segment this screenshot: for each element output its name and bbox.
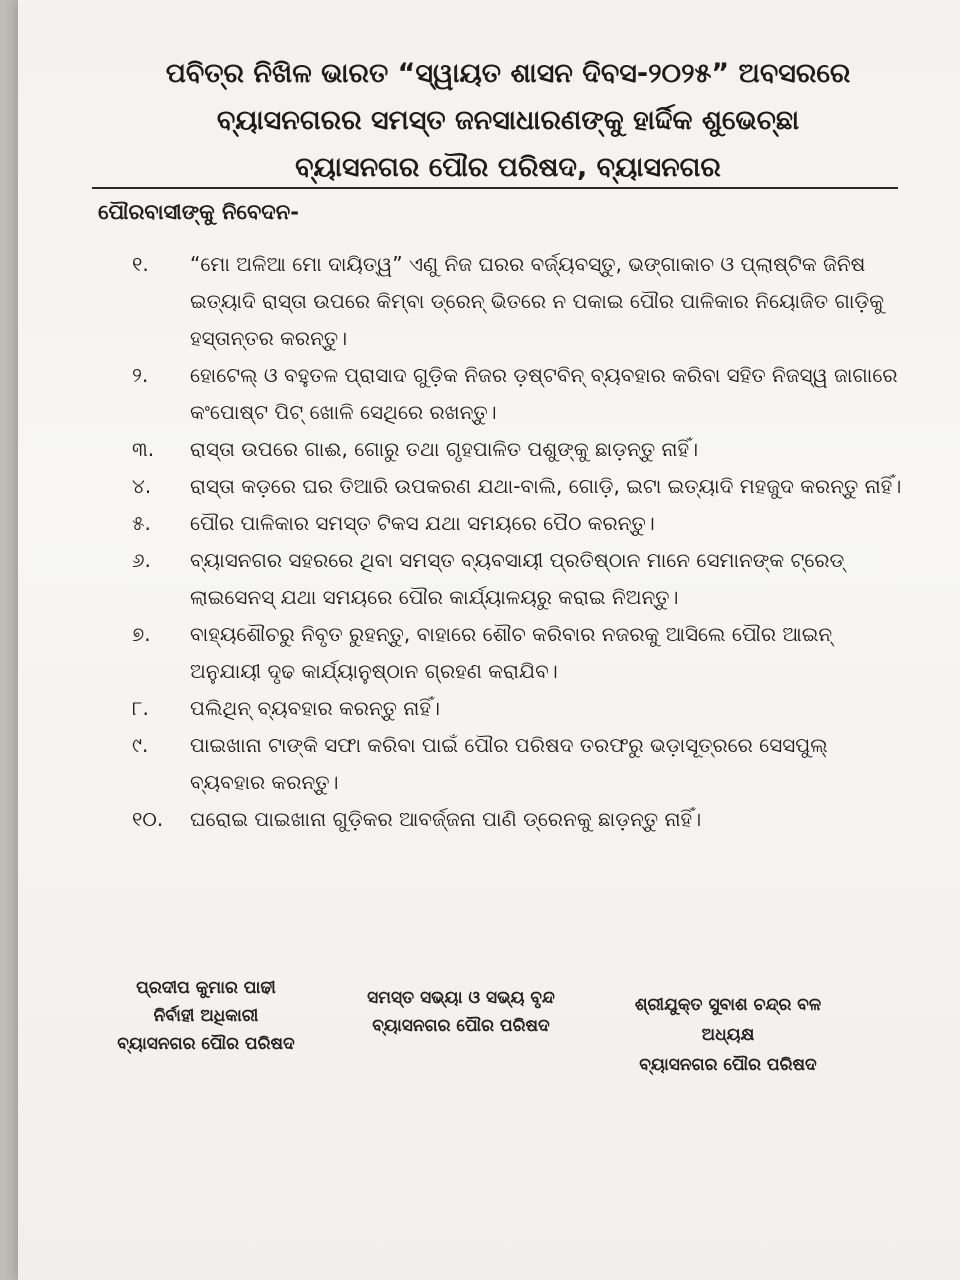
header-line-3: ବ୍ୟାସନଗର ପୌର ପରିଷଦ, ବ୍ୟାସନଗର <box>295 152 721 183</box>
signatory-title: ନିର୍ବାହୀ ଅଧିକାରୀ <box>153 1006 259 1026</box>
item-text: ବ୍ୟାସନଗର ସହରରେ ଥିବା ସମସ୍ତ ବ୍ୟବସାୟୀ ପ୍ରତିଷ୍ଠାନ ମାନେ ସେମାନଙ୍କ ଟ୍ରେଡ୍ ଲାଇସେନସ୍ ଯଥା ସମୟରେ ପୌର କାର୍ଯ୍ୟାଳୟରୁ କରାଇ ନିଅନ୍ତୁ। <box>190 548 845 609</box>
item-number: ୩. <box>132 437 155 461</box>
item-text: ରାସ୍ତା କଡ଼ରେ ଘର ତିଆରି ଉପକରଣ ଯଥା-ବାଲି, ଗୋଡ଼ି, ଇଟା ଇତ୍ୟାଦି ମହଜୁଦ କରନ୍ତୁ ନାହିଁ। <box>190 474 902 498</box>
signatory-org: ବ୍ୟାସନଗର ପୌର ପରିଷଦ <box>639 1055 817 1075</box>
signatory-name: ପ୍ରଦୀପ କୁମାର ପାଢୀ <box>136 978 276 998</box>
item-text: ହୋଟେଲ୍ ଓ ବହୁତଳ ପ୍ରାସାଦ ଗୁଡ଼ିକ ନିଜର ଡ଼ଷ୍ଟବିନ୍ ବ୍ୟବହାର କରିବା ସହିତ ନିଜସ୍ୱ ଜାଗାରେ କଂପୋଷ୍ଟ ପିଟ୍ ଖୋଳି ସେଥିରେ ରଖନ୍ତୁ। <box>190 363 898 424</box>
notice-header <box>98 50 918 191</box>
item-number: ୧୦. <box>132 807 164 831</box>
header-line-1: ପବିତ୍ର ନିଖିଳ ଭାରତ “ସ୍ୱାୟତ ଶାସନ ଦିବସ-୨୦୨୫” ଅବସରରେ <box>165 58 851 89</box>
list-item <box>122 616 922 690</box>
signatory-council-members <box>336 984 586 1040</box>
item-number: ୮. <box>132 696 149 720</box>
item-text: ଘରୋଇ ପାଇଖାନା ଗୁଡ଼ିକର ଆବର୍ଜ୍ଜନା ପାଣି ଡ୍ରେନକୁ ଛାଡ଼ନ୍ତୁ ନାହିଁ। <box>190 807 702 831</box>
signatory-title: ଅଧ୍ୟକ୍ଷ <box>701 1025 755 1045</box>
item-number: ୭. <box>132 622 151 646</box>
list-item <box>122 542 922 616</box>
appeal-title: ପୌରବାସୀଙ୍କୁ ନିବେଦନ- <box>98 200 299 224</box>
item-text: ବାହ୍ୟଶୌଚରୁ ନିବୃତ ରୁହନ୍ତୁ, ବାହାରେ ଶୌଚ କରିବାର ନଜରକୁ ଆସିଲେ ପୌର ଆଇନ୍ ଅନୁଯାୟୀ ଦୃଢ କାର୍ଯ୍ୟାନୁଷ୍ଠାନ ଗ୍ରହଣ କରାଯିବ। <box>190 622 833 683</box>
signatory-name: ଶ୍ରୀଯୁକ୍ତ ସୁବାଶ ଚନ୍ଦ୍ର ବଳ <box>634 995 822 1015</box>
header-line-2: ବ୍ୟାସନଗରର ସମସ୍ତ ଜନସାଧାରଣଙ୍କୁ ହାର୍ଦ୍ଦିକ ଶୁଭେଚ୍ଛା <box>216 105 800 136</box>
item-number: ୪. <box>132 474 152 498</box>
notice-sheet <box>18 0 960 1280</box>
item-number: ୯. <box>132 733 149 757</box>
header-divider <box>92 187 898 189</box>
appeal-list <box>122 246 922 838</box>
list-item <box>122 468 922 505</box>
signatory-org: ବ୍ୟାସନଗର ପୌର ପରିଷଦ <box>372 1016 550 1036</box>
list-item <box>122 727 922 801</box>
item-text: ରାସ୍ତା ଉପରେ ଗାଈ, ଗୋରୁ ତଥା ଗୃହପାଳିତ ପଶୁଙ୍କୁ ଛାଡ଼ନ୍ତୁ ନାହିଁ। <box>190 437 699 461</box>
list-item <box>122 357 922 431</box>
signatory-org: ବ୍ୟାସନଗର ପୌର ପରିଷଦ <box>117 1034 295 1054</box>
item-number: ୬. <box>132 548 151 572</box>
signatory-chairperson <box>608 990 848 1080</box>
signatory-executive-officer <box>86 974 326 1058</box>
item-text: ପୌର ପାଳିକାର ସମସ୍ତ ଟିକସ ଯଥା ସମୟରେ ପୈଠ କରନ୍ତୁ। <box>190 511 655 535</box>
item-number: ୨. <box>132 363 149 387</box>
list-item <box>122 246 922 357</box>
list-item <box>122 801 922 838</box>
item-number: ୫. <box>132 511 151 535</box>
item-text: ପଲିଥିନ୍ ବ୍ୟବହାର କରନ୍ତୁ ନାହିଁ। <box>190 696 441 720</box>
item-text: ପାଇଖାନା ଟାଙ୍କି ସଫା କରିବା ପାଇଁ ପୌର ପରିଷଦ ତରଫରୁ ଭଡ଼ାସୂତ୍ରରେ ସେସପୁଲ୍ ବ୍ୟବହାର କରନ୍ତୁ। <box>190 733 828 794</box>
list-item <box>122 505 922 542</box>
item-number: ୧. <box>132 252 149 276</box>
list-item <box>122 690 922 727</box>
list-item <box>122 431 922 468</box>
signatory-name: ସମସ୍ତ ସଭ୍ୟା ଓ ସଭ୍ୟ ବୃନ୍ଦ <box>367 988 555 1008</box>
item-text: “ମୋ ଅଳିଆ ମୋ ଦାୟିତ୍ୱ” ଏଣୁ ନିଜ ଘରର ବର୍ଜ୍ୟବସ୍ତୁ, ଭଙ୍ଗାକାଚ ଓ ପ୍ଲାଷ୍ଟିକ ଜିନିଷ ଇତ୍ୟାଦି ରାସ୍ତା ଉପରେ କିମ୍ବା ଡ୍ରେନ୍ ଭିତରେ ନ ପକାଇ ପୌର ପାଳିକାର ନିୟୋଜିତ ଗାଡ଼ିକୁ ହସ୍ତାନ୍ତର କରନ୍ତୁ। <box>190 252 884 350</box>
